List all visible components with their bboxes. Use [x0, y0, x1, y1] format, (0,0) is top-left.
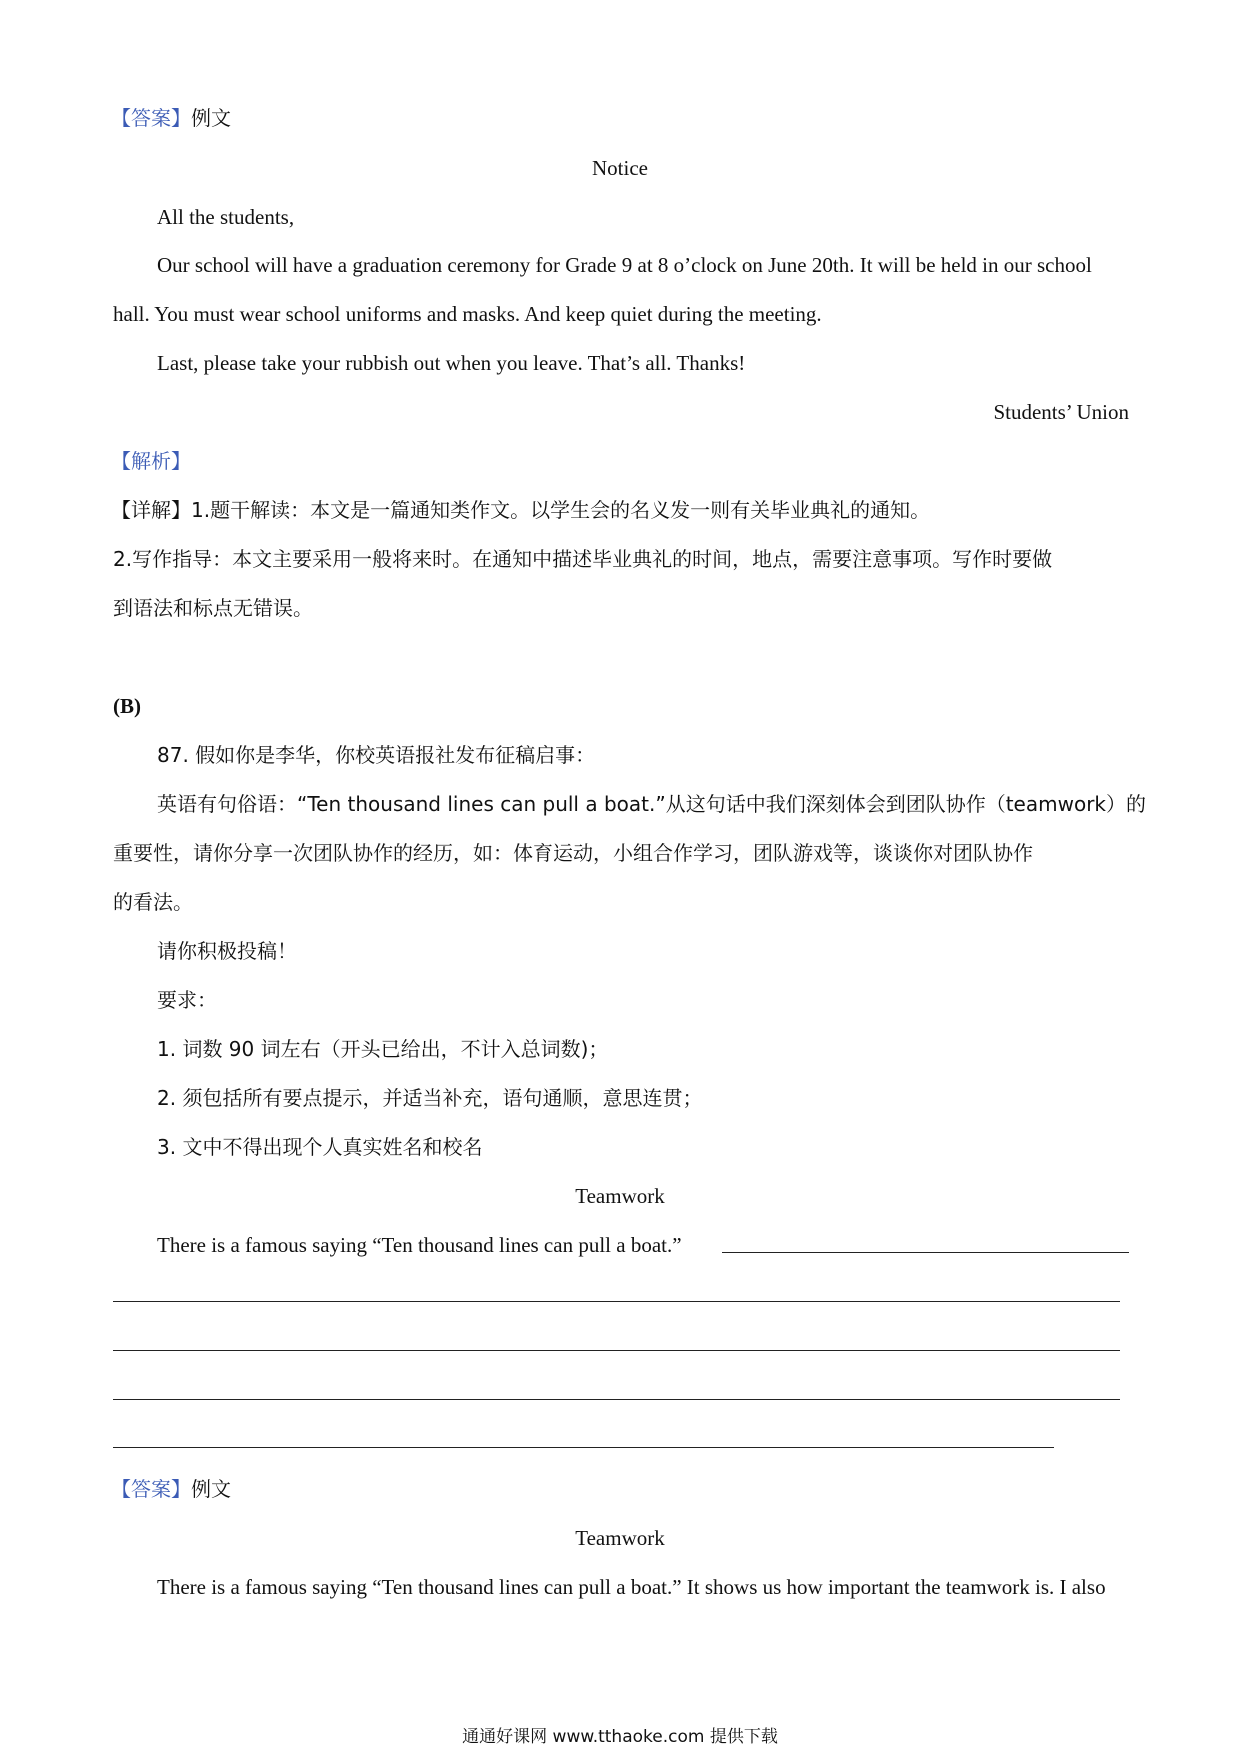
page-footer: 通通好课网 www.tthaoke.com 提供下载: [462, 1727, 778, 1747]
answer-2-bracket: 【答案】: [111, 1477, 191, 1501]
answer-label: 例文: [191, 106, 231, 130]
answer-2-heading: [111, 1475, 231, 1503]
question-87-line-2: 英语有句俗语：“Ten thousand lines can pull a boat.”从这句话中我们深刻体会到团队协作（teamwork）的: [157, 792, 1146, 816]
writing-line-2: [113, 1301, 1120, 1302]
requirements-title: 要求：: [157, 988, 217, 1012]
answer-heading: [111, 104, 231, 132]
answer-2-first-line: There is a famous saying “Ten thousand lines can pull a boat.” It shows us how important the teamwork is. I also: [157, 1575, 1106, 1599]
notice-paragraph-1-line-1: Our school will have a graduation ceremony for Grade 9 at 8 o’clock on June 20th. It will be held in our school: [157, 253, 1092, 277]
writing-line-1: [722, 1252, 1129, 1253]
question-87-line-5: 请你积极投稿！: [157, 939, 297, 963]
answer-2-label: 例文: [191, 1477, 231, 1501]
notice-title: Notice: [592, 156, 648, 180]
question-87-line-4: 的看法。: [113, 890, 193, 914]
notice-greeting: All the students,: [157, 205, 295, 229]
answer-bracket: 【答案】: [111, 106, 191, 130]
analysis-line-2: 2.写作指导：本文主要采用一般将来时。在通知中描述毕业典礼的时间，地点，需要注意事项。写作时要做: [113, 547, 1053, 571]
essay-title: Teamwork: [575, 1184, 665, 1208]
notice-paragraph-2: Last, please take your rubbish out when you leave. That’s all. Thanks!: [157, 351, 746, 375]
analysis-text-1: 1.题干解读：本文是一篇通知类作文。以学生会的名义发一则有关毕业典礼的通知。: [191, 498, 931, 522]
section-b-label: (B): [113, 694, 141, 718]
question-87-line-3: 重要性，请你分享一次团队协作的经历，如：体育运动，小组合作学习，团队游戏等，谈谈你对团队协作: [113, 841, 1033, 865]
answer-2-title: Teamwork: [575, 1526, 665, 1550]
requirement-3: 3. 文中不得出现个人真实姓名和校名: [157, 1135, 483, 1159]
requirement-1: 1. 词数 90 词左右（开头已给出，不计入总词数)；: [157, 1037, 609, 1061]
analysis-line-3: 到语法和标点无错误。: [113, 596, 313, 620]
question-87-line-1: 87. 假如你是李华，你校英语报社发布征稿启事：: [157, 743, 596, 767]
analysis-heading: 【解析】: [111, 449, 191, 473]
writing-line-5: [113, 1447, 1054, 1448]
notice-paragraph-1-line-2: hall. You must wear school uniforms and masks. And keep quiet during the meeting.: [113, 302, 822, 326]
notice-signature: Students’ Union: [993, 400, 1129, 424]
analysis-line-1: [111, 496, 930, 524]
writing-line-4: [113, 1399, 1120, 1400]
writing-line-3: [113, 1350, 1120, 1351]
requirement-2: 2. 须包括所有要点提示，并适当补充，语句通顺，意思连贯；: [157, 1086, 703, 1110]
essay-start: There is a famous saying “Ten thousand lines can pull a boat.”: [157, 1233, 682, 1257]
detail-bracket: 【详解】: [111, 498, 191, 522]
